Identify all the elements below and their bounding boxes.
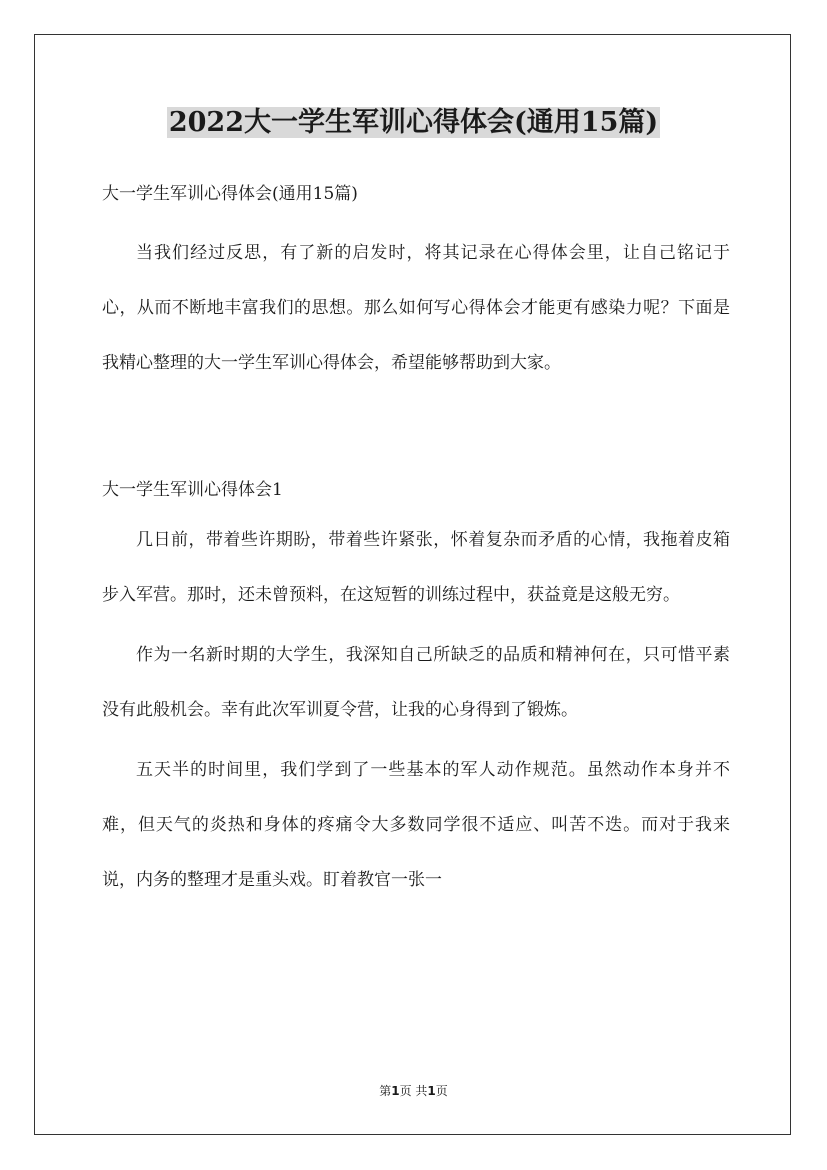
document-title [0, 104, 827, 142]
footer-suffix: 页 [435, 1084, 448, 1098]
document-title-text: 2022大一学生军训心得体会(通用15篇) [168, 107, 659, 138]
section-heading: 大一学生军训心得体会1 [102, 480, 283, 500]
footer-prefix: 第 [379, 1084, 392, 1098]
body-paragraph: 作为一名新时期的大学生，我深知自己所缺乏的品质和精神何在，只可惜平素没有此般机会。幸有此次军训夏令营，让我的心身得到了锻炼。 [102, 645, 730, 720]
page-footer [0, 1083, 827, 1099]
footer-total-pages: 1 [427, 1084, 436, 1098]
document-subtitle: 大一学生军训心得体会(通用15篇) [102, 184, 358, 204]
body-paragraph: 几日前，带着些许期盼，带着些许紧张，怀着复杂而矛盾的心情，我拖着皮箱步入军营。那时，还未曾预料，在这短暂的训练过程中，获益竟是这般无穷。 [102, 530, 730, 605]
footer-mid: 页 共 [399, 1084, 428, 1098]
document-body [102, 174, 730, 908]
footer-page-number: 1 [391, 1084, 400, 1098]
intro-paragraph: 当我们经过反思，有了新的启发时，将其记录在心得体会里，让自己铭记于心，从而不断地丰富我们的思想。那么如何写心得体会才能更有感染力呢？下面是我精心整理的大一学生军训心得体会，希望能够帮助到大家。 [102, 243, 730, 373]
body-paragraph: 五天半的时间里，我们学到了一些基本的军人动作规范。虽然动作本身并不难，但天气的炎热和身体的疼痛令大多数同学很不适应、叫苦不迭。而对于我来说，内务的整理才是重头戏。盯着教官一张一 [102, 760, 730, 890]
